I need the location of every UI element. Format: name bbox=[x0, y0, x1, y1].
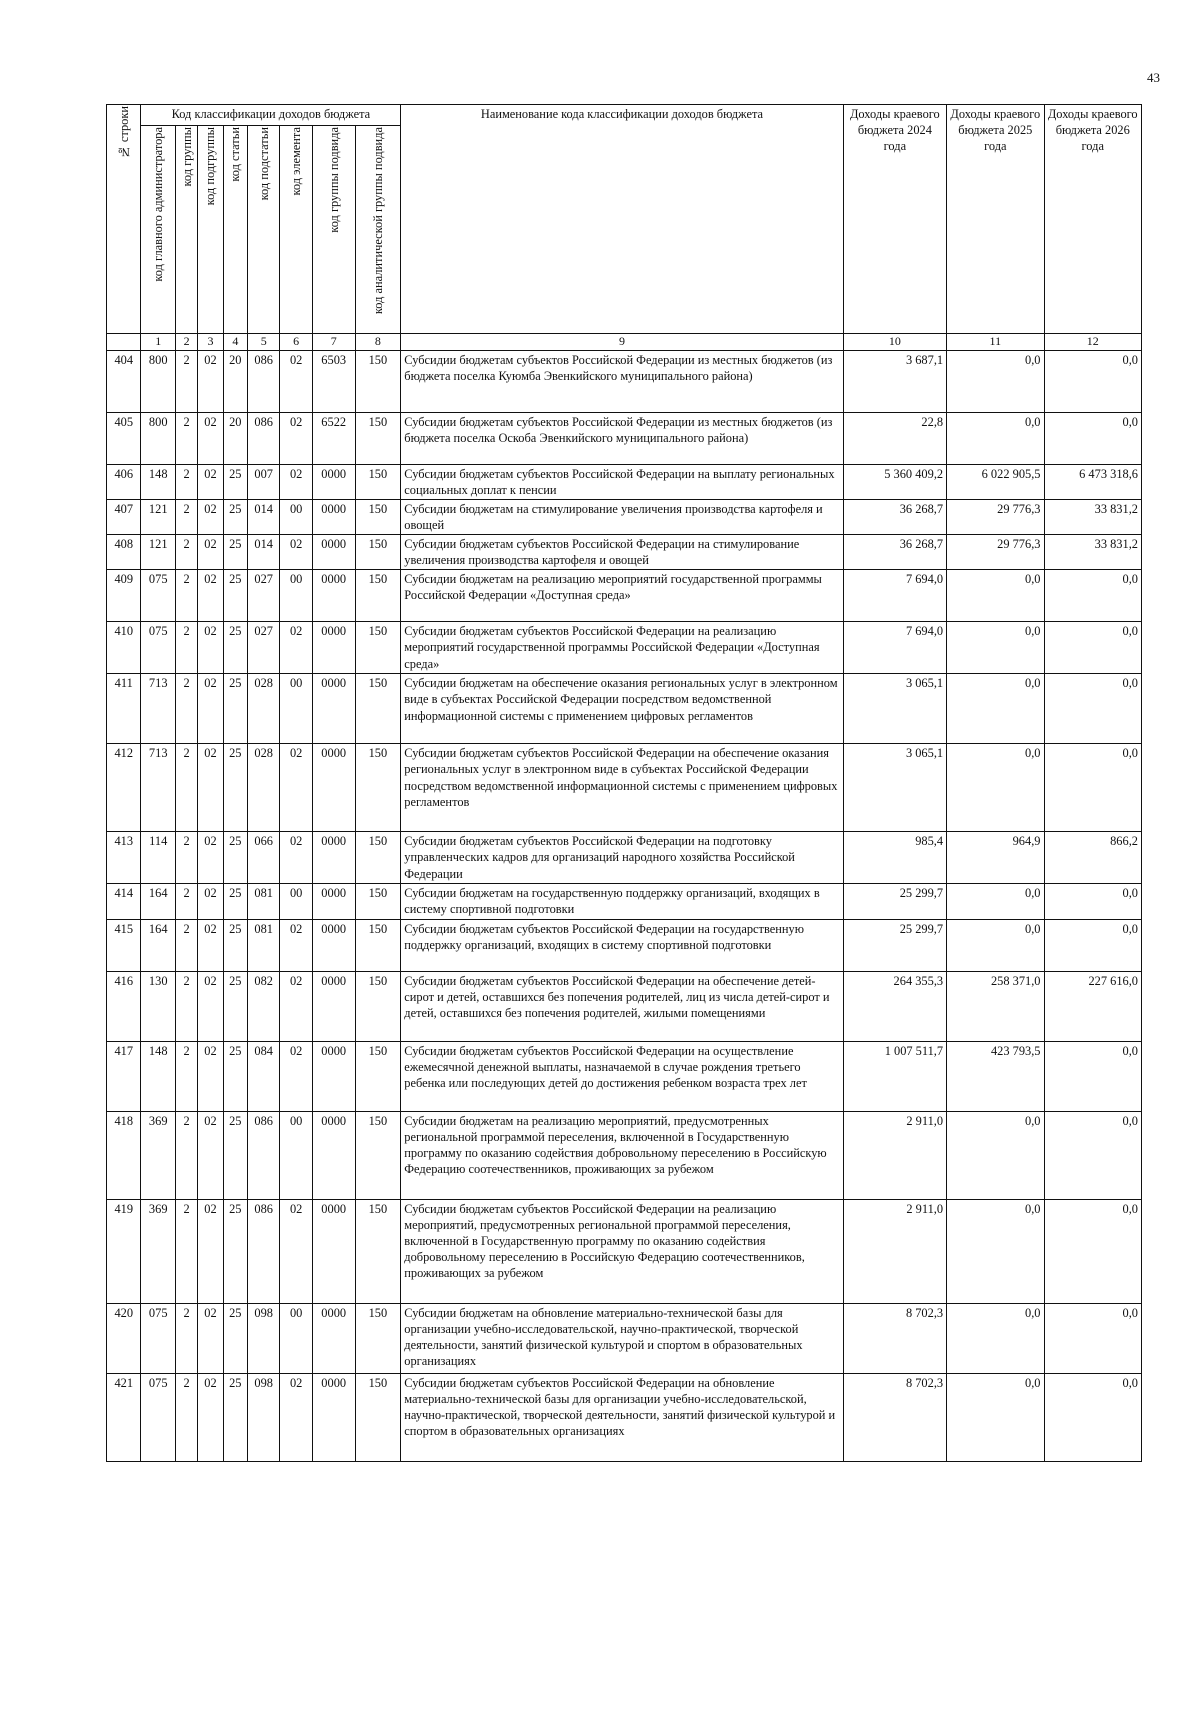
header-subgroup bbox=[198, 126, 223, 334]
group-code: 2 bbox=[175, 499, 197, 534]
amount-2024: 36 268,7 bbox=[843, 535, 946, 570]
header-subgroup-label: код подгруппы bbox=[203, 127, 218, 206]
element-code: 00 bbox=[280, 1303, 312, 1373]
subarticle-code: 027 bbox=[247, 570, 279, 622]
subtype-group-code: 0000 bbox=[312, 832, 355, 884]
amount-2026: 0,0 bbox=[1044, 350, 1142, 412]
analytic-group-code: 150 bbox=[355, 570, 401, 622]
analytic-group-code: 150 bbox=[355, 1041, 401, 1111]
amount-2024: 8 702,3 bbox=[843, 1373, 946, 1461]
admin-code: 075 bbox=[141, 570, 175, 622]
amount-2024: 22,8 bbox=[843, 412, 946, 464]
amount-2026: 0,0 bbox=[1044, 570, 1142, 622]
admin-code: 075 bbox=[141, 622, 175, 674]
analytic-group-code: 150 bbox=[355, 535, 401, 570]
group-code: 2 bbox=[175, 971, 197, 1041]
subtype-group-code: 0000 bbox=[312, 884, 355, 919]
admin-code: 121 bbox=[141, 535, 175, 570]
group-code: 2 bbox=[175, 1199, 197, 1303]
article-code: 25 bbox=[223, 1111, 247, 1199]
table-row bbox=[107, 350, 1142, 412]
header-element bbox=[280, 126, 312, 334]
row-number: 408 bbox=[107, 535, 141, 570]
amount-2025: 0,0 bbox=[947, 884, 1044, 919]
subarticle-code: 098 bbox=[247, 1303, 279, 1373]
subarticle-code: 081 bbox=[247, 884, 279, 919]
row-number: 406 bbox=[107, 464, 141, 499]
amount-2024: 25 299,7 bbox=[843, 884, 946, 919]
article-code: 25 bbox=[223, 674, 247, 744]
subtype-group-code: 0000 bbox=[312, 1199, 355, 1303]
amount-2026: 0,0 bbox=[1044, 622, 1142, 674]
admin-code: 164 bbox=[141, 919, 175, 971]
article-code: 25 bbox=[223, 744, 247, 832]
amount-2025: 0,0 bbox=[947, 1199, 1044, 1303]
element-code: 00 bbox=[280, 499, 312, 534]
subtype-group-code: 0000 bbox=[312, 622, 355, 674]
article-code: 25 bbox=[223, 1303, 247, 1373]
row-name: Субсидии бюджетам субъектов Российской Федерации на реализацию мероприятий, предусмотренных региональной программой переселения, включенной в Государственную программу по оказанию содействия добровольному переселению в Российскую Федерацию соотечественников, проживающих за рубежом bbox=[401, 1199, 843, 1303]
amount-2024: 2 911,0 bbox=[843, 1199, 946, 1303]
amount-2025: 964,9 bbox=[947, 832, 1044, 884]
header-analytic-group bbox=[355, 126, 401, 334]
article-code: 25 bbox=[223, 464, 247, 499]
subgroup-code: 02 bbox=[198, 412, 223, 464]
analytic-group-code: 150 bbox=[355, 744, 401, 832]
row-number: 414 bbox=[107, 884, 141, 919]
subgroup-code: 02 bbox=[198, 832, 223, 884]
group-code: 2 bbox=[175, 1041, 197, 1111]
article-code: 20 bbox=[223, 412, 247, 464]
column-number-blank bbox=[107, 334, 141, 351]
table-row bbox=[107, 1373, 1142, 1461]
subarticle-code: 086 bbox=[247, 1199, 279, 1303]
amount-2026: 0,0 bbox=[1044, 1199, 1142, 1303]
table-row bbox=[107, 919, 1142, 971]
element-code: 02 bbox=[280, 622, 312, 674]
row-number: 405 bbox=[107, 412, 141, 464]
header-row-group bbox=[107, 105, 1142, 126]
subgroup-code: 02 bbox=[198, 350, 223, 412]
amount-2025: 0,0 bbox=[947, 1111, 1044, 1199]
row-number: 415 bbox=[107, 919, 141, 971]
row-name: Субсидии бюджетам субъектов Российской Федерации на государственную поддержку организаций, входящих в систему спортивной подготовки bbox=[401, 919, 843, 971]
analytic-group-code: 150 bbox=[355, 1303, 401, 1373]
row-name: Субсидии бюджетам субъектов Российской Федерации на обеспечение детей-сирот и детей, оставшихся без попечения родителей, лиц из числа детей-сирот и детей, оставшихся без попечения родителей, жилыми помещениями bbox=[401, 971, 843, 1041]
subarticle-code: 098 bbox=[247, 1373, 279, 1461]
analytic-group-code: 150 bbox=[355, 1373, 401, 1461]
header-article bbox=[223, 126, 247, 334]
subtype-group-code: 0000 bbox=[312, 971, 355, 1041]
row-name: Субсидии бюджетам на реализацию мероприятий государственной программы Российской Федерации «Доступная среда» bbox=[401, 570, 843, 622]
group-code: 2 bbox=[175, 1303, 197, 1373]
header-admin bbox=[141, 126, 175, 334]
group-code: 2 bbox=[175, 622, 197, 674]
subtype-group-code: 0000 bbox=[312, 535, 355, 570]
subgroup-code: 02 bbox=[198, 464, 223, 499]
subgroup-code: 02 bbox=[198, 1111, 223, 1199]
row-name: Субсидии бюджетам субъектов Российской Федерации на выплату региональных социальных доплат к пенсии bbox=[401, 464, 843, 499]
subgroup-code: 02 bbox=[198, 884, 223, 919]
column-number: 6 bbox=[280, 334, 312, 351]
group-code: 2 bbox=[175, 412, 197, 464]
subgroup-code: 02 bbox=[198, 570, 223, 622]
amount-2024: 3 687,1 bbox=[843, 350, 946, 412]
subtype-group-code: 0000 bbox=[312, 499, 355, 534]
analytic-group-code: 150 bbox=[355, 412, 401, 464]
analytic-group-code: 150 bbox=[355, 350, 401, 412]
amount-2025: 0,0 bbox=[947, 919, 1044, 971]
table-row bbox=[107, 1199, 1142, 1303]
group-code: 2 bbox=[175, 744, 197, 832]
admin-code: 713 bbox=[141, 744, 175, 832]
amount-2024: 7 694,0 bbox=[843, 622, 946, 674]
admin-code: 148 bbox=[141, 1041, 175, 1111]
subtype-group-code: 0000 bbox=[312, 1303, 355, 1373]
amount-2026: 0,0 bbox=[1044, 412, 1142, 464]
subarticle-code: 082 bbox=[247, 971, 279, 1041]
amount-2026: 33 831,2 bbox=[1044, 499, 1142, 534]
row-name: Субсидии бюджетам на государственную поддержку организаций, входящих в систему спортивной подготовки bbox=[401, 884, 843, 919]
column-number: 8 bbox=[355, 334, 401, 351]
subgroup-code: 02 bbox=[198, 919, 223, 971]
column-number: 9 bbox=[401, 334, 843, 351]
row-number: 421 bbox=[107, 1373, 141, 1461]
header-group-label: код группы bbox=[179, 127, 194, 187]
column-number: 12 bbox=[1044, 334, 1142, 351]
element-code: 02 bbox=[280, 1199, 312, 1303]
row-number: 420 bbox=[107, 1303, 141, 1373]
header-name: Наименование кода классификации доходов бюджета bbox=[401, 105, 843, 334]
amount-2024: 1 007 511,7 bbox=[843, 1041, 946, 1111]
subarticle-code: 086 bbox=[247, 412, 279, 464]
header-row-no-label: № строки bbox=[116, 106, 131, 160]
subgroup-code: 02 bbox=[198, 535, 223, 570]
row-number: 404 bbox=[107, 350, 141, 412]
amount-2025: 0,0 bbox=[947, 622, 1044, 674]
amount-2026: 0,0 bbox=[1044, 674, 1142, 744]
article-code: 25 bbox=[223, 1041, 247, 1111]
subtype-group-code: 0000 bbox=[312, 1111, 355, 1199]
amount-2026: 0,0 bbox=[1044, 884, 1142, 919]
element-code: 00 bbox=[280, 1111, 312, 1199]
row-name: Субсидии бюджетам субъектов Российской Федерации на осуществление ежемесячной денежной выплаты, назначаемой в случае рождения третьего ребенка или последующих детей до достижения ребенком возраста трех лет bbox=[401, 1041, 843, 1111]
header-element-label: код элемента bbox=[289, 127, 304, 196]
table-row bbox=[107, 1111, 1142, 1199]
column-number: 10 bbox=[843, 334, 946, 351]
table-row bbox=[107, 884, 1142, 919]
subgroup-code: 02 bbox=[198, 622, 223, 674]
article-code: 25 bbox=[223, 1373, 247, 1461]
analytic-group-code: 150 bbox=[355, 674, 401, 744]
element-code: 02 bbox=[280, 535, 312, 570]
subarticle-code: 028 bbox=[247, 674, 279, 744]
subarticle-code: 014 bbox=[247, 499, 279, 534]
column-number-row bbox=[107, 334, 1142, 351]
admin-code: 800 bbox=[141, 350, 175, 412]
amount-2025: 29 776,3 bbox=[947, 499, 1044, 534]
amount-2025: 29 776,3 bbox=[947, 535, 1044, 570]
amount-2026: 0,0 bbox=[1044, 1373, 1142, 1461]
amount-2024: 3 065,1 bbox=[843, 674, 946, 744]
table-row bbox=[107, 1041, 1142, 1111]
subarticle-code: 014 bbox=[247, 535, 279, 570]
header-admin-label: код главного администратора bbox=[151, 127, 166, 282]
analytic-group-code: 150 bbox=[355, 884, 401, 919]
admin-code: 075 bbox=[141, 1373, 175, 1461]
amount-2025: 0,0 bbox=[947, 412, 1044, 464]
subtype-group-code: 0000 bbox=[312, 744, 355, 832]
amount-2024: 985,4 bbox=[843, 832, 946, 884]
article-code: 25 bbox=[223, 499, 247, 534]
element-code: 02 bbox=[280, 744, 312, 832]
group-code: 2 bbox=[175, 1373, 197, 1461]
amount-2025: 258 371,0 bbox=[947, 971, 1044, 1041]
table-row bbox=[107, 971, 1142, 1041]
group-code: 2 bbox=[175, 535, 197, 570]
row-name: Субсидии бюджетам субъектов Российской Федерации из местных бюджетов (из бюджета поселка Оскоба Эвенкийского муниципального района) bbox=[401, 412, 843, 464]
article-code: 25 bbox=[223, 535, 247, 570]
amount-2026: 866,2 bbox=[1044, 832, 1142, 884]
row-name: Субсидии бюджетам субъектов Российской Федерации на обновление материально-технической базы для организации учебно-исследовательской, научно-практической, творческой деятельности, занятий физической культурой и спортом в образовательных организациях bbox=[401, 1373, 843, 1461]
subarticle-code: 007 bbox=[247, 464, 279, 499]
element-code: 02 bbox=[280, 1041, 312, 1111]
amount-2024: 36 268,7 bbox=[843, 499, 946, 534]
budget-revenue-table bbox=[106, 104, 1142, 1462]
group-code: 2 bbox=[175, 570, 197, 622]
group-code: 2 bbox=[175, 464, 197, 499]
group-code: 2 bbox=[175, 919, 197, 971]
row-name: Субсидии бюджетам на обеспечение оказания региональных услуг в электронном виде в субъектах Российской Федерации посредством ведомственной информационной системы с применением цифровых регламентов bbox=[401, 674, 843, 744]
amount-2025: 0,0 bbox=[947, 1373, 1044, 1461]
amount-2026: 33 831,2 bbox=[1044, 535, 1142, 570]
amount-2024: 3 065,1 bbox=[843, 744, 946, 832]
admin-code: 369 bbox=[141, 1111, 175, 1199]
element-code: 02 bbox=[280, 832, 312, 884]
column-number: 4 bbox=[223, 334, 247, 351]
element-code: 00 bbox=[280, 674, 312, 744]
analytic-group-code: 150 bbox=[355, 622, 401, 674]
admin-code: 075 bbox=[141, 1303, 175, 1373]
subarticle-code: 084 bbox=[247, 1041, 279, 1111]
element-code: 02 bbox=[280, 971, 312, 1041]
group-code: 2 bbox=[175, 350, 197, 412]
row-name: Субсидии бюджетам субъектов Российской Федерации на стимулирование увеличения производства картофеля и овощей bbox=[401, 535, 843, 570]
amount-2024: 25 299,7 bbox=[843, 919, 946, 971]
row-name: Субсидии бюджетам субъектов Российской Федерации на подготовку управленческих кадров для организаций народного хозяйства Российской Федерации bbox=[401, 832, 843, 884]
row-number: 409 bbox=[107, 570, 141, 622]
article-code: 25 bbox=[223, 622, 247, 674]
amount-2025: 0,0 bbox=[947, 350, 1044, 412]
header-subarticle bbox=[247, 126, 279, 334]
amount-2025: 0,0 bbox=[947, 570, 1044, 622]
subgroup-code: 02 bbox=[198, 674, 223, 744]
analytic-group-code: 150 bbox=[355, 464, 401, 499]
admin-code: 114 bbox=[141, 832, 175, 884]
article-code: 20 bbox=[223, 350, 247, 412]
admin-code: 800 bbox=[141, 412, 175, 464]
analytic-group-code: 150 bbox=[355, 499, 401, 534]
column-number: 2 bbox=[175, 334, 197, 351]
row-number: 410 bbox=[107, 622, 141, 674]
row-number: 417 bbox=[107, 1041, 141, 1111]
column-number: 11 bbox=[947, 334, 1044, 351]
header-group bbox=[175, 126, 197, 334]
amount-2024: 7 694,0 bbox=[843, 570, 946, 622]
row-name: Субсидии бюджетам на стимулирование увеличения производства картофеля и овощей bbox=[401, 499, 843, 534]
admin-code: 369 bbox=[141, 1199, 175, 1303]
analytic-group-code: 150 bbox=[355, 971, 401, 1041]
header-article-label: код статьи bbox=[228, 127, 243, 182]
header-subtype-group-label: код группы подвида bbox=[326, 127, 341, 233]
column-number: 3 bbox=[198, 334, 223, 351]
subtype-group-code: 0000 bbox=[312, 919, 355, 971]
subarticle-code: 086 bbox=[247, 1111, 279, 1199]
element-code: 00 bbox=[280, 570, 312, 622]
header-subarticle-label: код подстатьи bbox=[256, 127, 271, 201]
amount-2026: 0,0 bbox=[1044, 1111, 1142, 1199]
amount-2024: 8 702,3 bbox=[843, 1303, 946, 1373]
subgroup-code: 02 bbox=[198, 499, 223, 534]
amount-2025: 0,0 bbox=[947, 744, 1044, 832]
row-number: 413 bbox=[107, 832, 141, 884]
amount-2026: 6 473 318,6 bbox=[1044, 464, 1142, 499]
row-number: 411 bbox=[107, 674, 141, 744]
element-code: 02 bbox=[280, 350, 312, 412]
article-code: 25 bbox=[223, 971, 247, 1041]
subtype-group-code: 0000 bbox=[312, 674, 355, 744]
row-number: 419 bbox=[107, 1199, 141, 1303]
header-2024: Доходы краевого бюджета 2024 года bbox=[843, 105, 946, 334]
subtype-group-code: 0000 bbox=[312, 1373, 355, 1461]
table-row bbox=[107, 1303, 1142, 1373]
amount-2026: 227 616,0 bbox=[1044, 971, 1142, 1041]
row-name: Субсидии бюджетам субъектов Российской Федерации на реализацию мероприятий государственной программы Российской Федерации «Доступная среда» bbox=[401, 622, 843, 674]
amount-2024: 264 355,3 bbox=[843, 971, 946, 1041]
admin-code: 130 bbox=[141, 971, 175, 1041]
element-code: 02 bbox=[280, 412, 312, 464]
subarticle-code: 027 bbox=[247, 622, 279, 674]
subgroup-code: 02 bbox=[198, 1303, 223, 1373]
analytic-group-code: 150 bbox=[355, 832, 401, 884]
element-code: 02 bbox=[280, 1373, 312, 1461]
admin-code: 164 bbox=[141, 884, 175, 919]
column-number: 1 bbox=[141, 334, 175, 351]
amount-2026: 0,0 bbox=[1044, 744, 1142, 832]
header-subtype-group bbox=[312, 126, 355, 334]
subgroup-code: 02 bbox=[198, 971, 223, 1041]
element-code: 00 bbox=[280, 884, 312, 919]
amount-2024: 5 360 409,2 bbox=[843, 464, 946, 499]
table-row bbox=[107, 622, 1142, 674]
subgroup-code: 02 bbox=[198, 1373, 223, 1461]
admin-code: 121 bbox=[141, 499, 175, 534]
article-code: 25 bbox=[223, 570, 247, 622]
subgroup-code: 02 bbox=[198, 744, 223, 832]
header-analytic-group-label: код аналитической группы подвида bbox=[370, 127, 385, 315]
header-2025: Доходы краевого бюджета 2025 года bbox=[947, 105, 1044, 334]
table-row bbox=[107, 464, 1142, 499]
row-number: 416 bbox=[107, 971, 141, 1041]
row-name: Субсидии бюджетам на реализацию мероприятий, предусмотренных региональной программой переселения, включенной в Государственную программу по оказанию содействия добровольному переселению в Российскую Федерацию соотечественников, проживающих за рубежом bbox=[401, 1111, 843, 1199]
group-code: 2 bbox=[175, 1111, 197, 1199]
amount-2025: 6 022 905,5 bbox=[947, 464, 1044, 499]
column-number: 5 bbox=[247, 334, 279, 351]
amount-2026: 0,0 bbox=[1044, 1041, 1142, 1111]
amount-2026: 0,0 bbox=[1044, 1303, 1142, 1373]
subarticle-code: 086 bbox=[247, 350, 279, 412]
table-row bbox=[107, 674, 1142, 744]
row-number: 418 bbox=[107, 1111, 141, 1199]
subtype-group-code: 0000 bbox=[312, 464, 355, 499]
amount-2026: 0,0 bbox=[1044, 919, 1142, 971]
analytic-group-code: 150 bbox=[355, 1199, 401, 1303]
subtype-group-code: 6522 bbox=[312, 412, 355, 464]
header-2026: Доходы краевого бюджета 2026 года bbox=[1044, 105, 1142, 334]
group-code: 2 bbox=[175, 884, 197, 919]
table-row bbox=[107, 535, 1142, 570]
subarticle-code: 028 bbox=[247, 744, 279, 832]
admin-code: 713 bbox=[141, 674, 175, 744]
header-row-no bbox=[107, 105, 141, 334]
group-code: 2 bbox=[175, 674, 197, 744]
element-code: 02 bbox=[280, 464, 312, 499]
article-code: 25 bbox=[223, 884, 247, 919]
table-row bbox=[107, 570, 1142, 622]
article-code: 25 bbox=[223, 832, 247, 884]
header-classification-group: Код классификации доходов бюджета bbox=[141, 105, 401, 126]
table-row bbox=[107, 832, 1142, 884]
subgroup-code: 02 bbox=[198, 1199, 223, 1303]
amount-2025: 0,0 bbox=[947, 674, 1044, 744]
row-name: Субсидии бюджетам на обновление материально-технической базы для организации учебно-исследовательской, научно-практической, творческой деятельности, занятий физической культурой и спортом в образовательных организациях bbox=[401, 1303, 843, 1373]
row-name: Субсидии бюджетам субъектов Российской Федерации на обеспечение оказания региональных услуг в электронном виде в субъектах Российской Федерации посредством ведомственной информационной системы с применением цифровых регламентов bbox=[401, 744, 843, 832]
analytic-group-code: 150 bbox=[355, 919, 401, 971]
table-row bbox=[107, 499, 1142, 534]
subtype-group-code: 0000 bbox=[312, 1041, 355, 1111]
page-number: 43 bbox=[1147, 70, 1160, 85]
subgroup-code: 02 bbox=[198, 1041, 223, 1111]
group-code: 2 bbox=[175, 832, 197, 884]
article-code: 25 bbox=[223, 1199, 247, 1303]
column-number: 7 bbox=[312, 334, 355, 351]
amount-2025: 423 793,5 bbox=[947, 1041, 1044, 1111]
row-number: 407 bbox=[107, 499, 141, 534]
subtype-group-code: 6503 bbox=[312, 350, 355, 412]
table-row bbox=[107, 412, 1142, 464]
table-row bbox=[107, 744, 1142, 832]
analytic-group-code: 150 bbox=[355, 1111, 401, 1199]
row-number: 412 bbox=[107, 744, 141, 832]
element-code: 02 bbox=[280, 919, 312, 971]
subarticle-code: 066 bbox=[247, 832, 279, 884]
amount-2024: 2 911,0 bbox=[843, 1111, 946, 1199]
subarticle-code: 081 bbox=[247, 919, 279, 971]
table-body bbox=[107, 350, 1142, 1461]
subtype-group-code: 0000 bbox=[312, 570, 355, 622]
article-code: 25 bbox=[223, 919, 247, 971]
amount-2025: 0,0 bbox=[947, 1303, 1044, 1373]
row-name: Субсидии бюджетам субъектов Российской Федерации из местных бюджетов (из бюджета поселка Куюмба Эвенкийского муниципального района) bbox=[401, 350, 843, 412]
admin-code: 148 bbox=[141, 464, 175, 499]
